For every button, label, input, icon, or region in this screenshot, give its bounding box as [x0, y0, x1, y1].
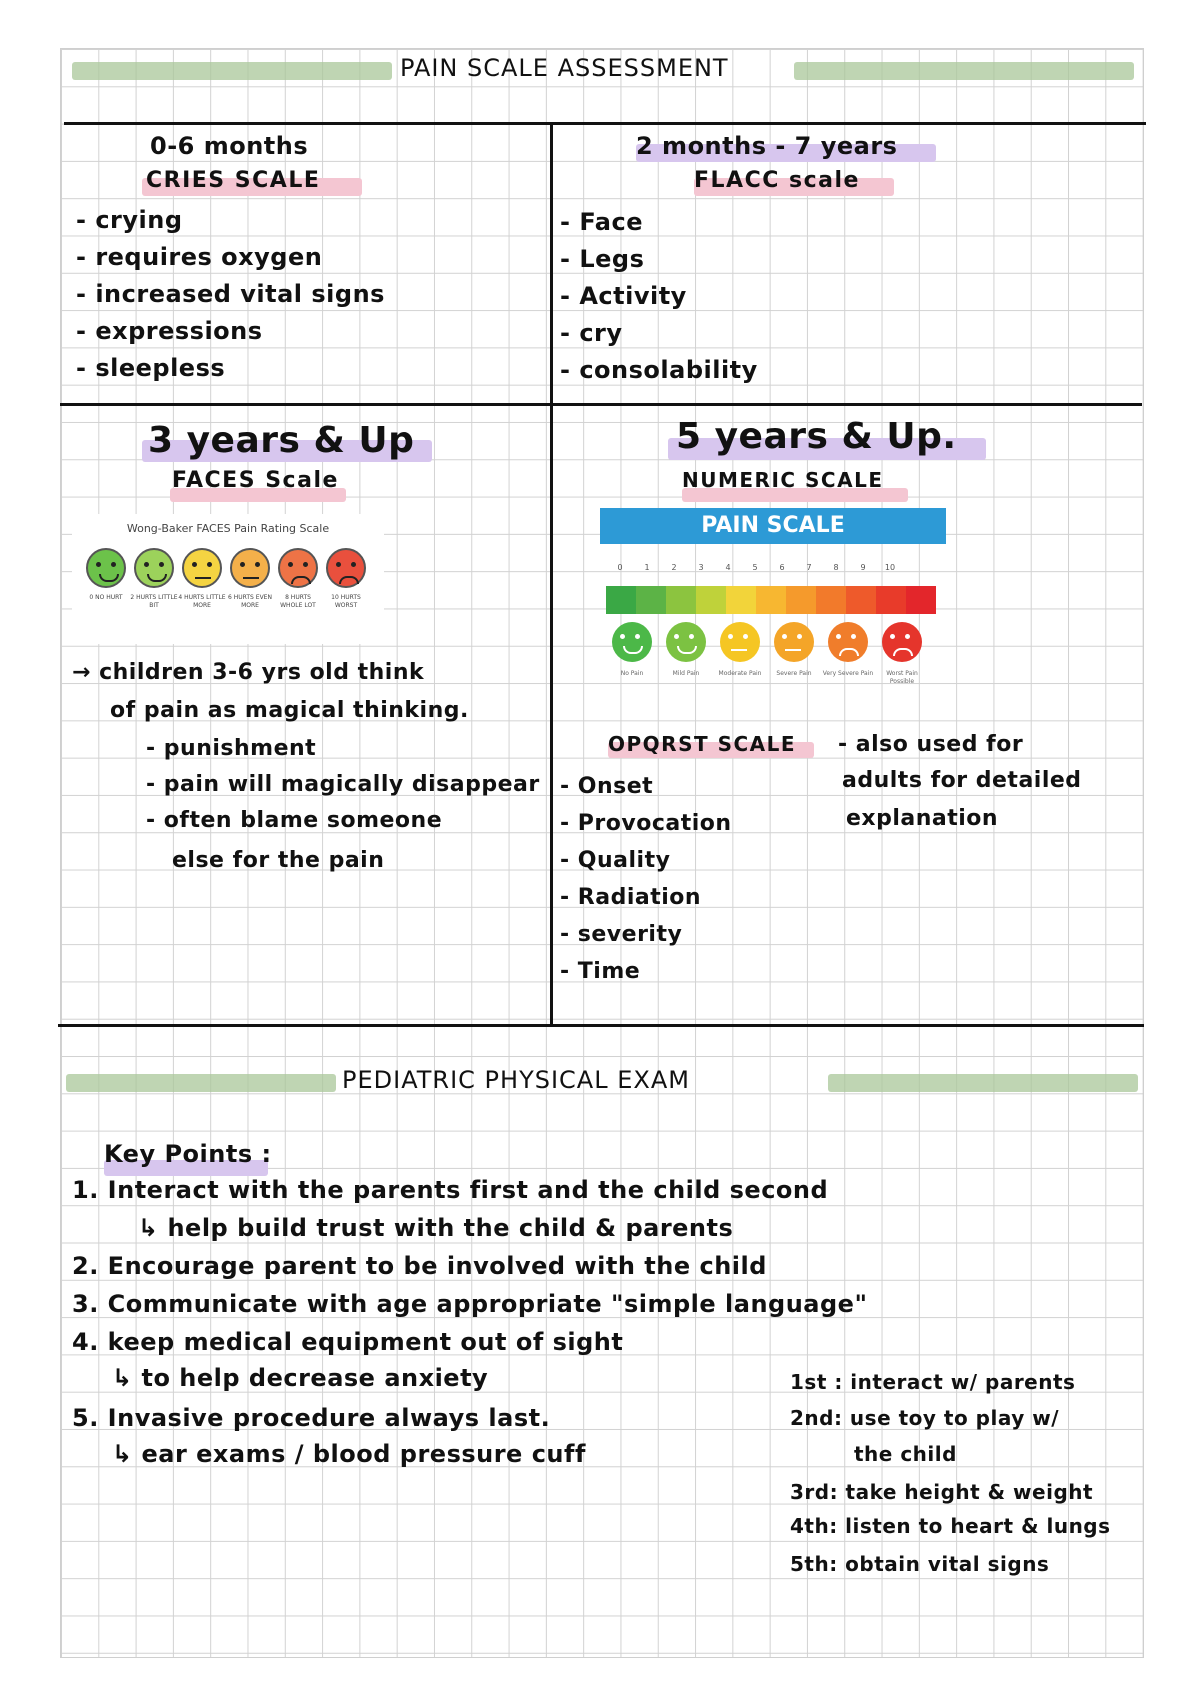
- pain-face-icon: [774, 622, 814, 662]
- face-icon: [182, 548, 222, 588]
- list-item: - cry: [560, 319, 623, 347]
- exam-order-item: 3rd: take height & weight: [790, 1480, 1094, 1504]
- scale-number: 6: [779, 563, 785, 572]
- list-item: - expressions: [76, 317, 263, 345]
- pain-face-icon: [720, 622, 760, 662]
- exam-point-sub: ↳ help build trust with the child & parents: [138, 1214, 734, 1242]
- face-icon: [230, 548, 270, 588]
- numeric-age: 5 years & Up.: [676, 416, 957, 457]
- faces-sub-item: - punishment: [146, 736, 317, 761]
- exam-order-item: 5th: obtain vital signs: [790, 1552, 1050, 1576]
- list-item: - Quality: [560, 848, 671, 873]
- exam-order-item: 4th: listen to heart & lungs: [790, 1514, 1111, 1538]
- scale-number: 0: [617, 563, 623, 572]
- scale-bar-segment: [846, 586, 876, 614]
- scale-bar-segment: [816, 586, 846, 614]
- scale-bar-segment: [696, 586, 726, 614]
- pain-face-icon: [882, 622, 922, 662]
- rule-vertical: [550, 124, 553, 1024]
- exam-title: PEDIATRIC PHYSICAL EXAM: [342, 1066, 690, 1094]
- numeric-scale-name: NUMERIC SCALE: [682, 468, 884, 492]
- face-icon: [86, 548, 126, 588]
- pain-face-label: Moderate Pain: [718, 670, 762, 677]
- scale-number: 9: [860, 563, 866, 572]
- scale-number: 7: [806, 563, 812, 572]
- exam-point: 5. Invasive procedure always last.: [72, 1404, 551, 1432]
- scale-bar-segment: [666, 586, 696, 614]
- flacc-list: [560, 204, 758, 389]
- rule-bottom: [58, 1024, 1144, 1027]
- pain-face-icon: [612, 622, 652, 662]
- scale-number: 3: [698, 563, 704, 572]
- face-label: 0 NO HURT: [89, 594, 123, 601]
- key-points-label: Key Points :: [104, 1140, 272, 1168]
- rule-top: [64, 122, 1146, 125]
- flacc-scale-name: FLACC scale: [694, 168, 860, 193]
- opqrst-note-line1: - also used for: [838, 732, 1024, 757]
- scale-bar-segment: [726, 586, 756, 614]
- face-label: 10 HURTS WORST: [331, 594, 361, 609]
- title-highlight-left: [72, 62, 392, 80]
- scale-number: 8: [833, 563, 839, 572]
- faces-sub-item: - often blame someone: [146, 808, 443, 833]
- list-item: - requires oxygen: [76, 243, 323, 271]
- face-label: 2 HURTS LITTLE BIT: [130, 594, 178, 609]
- exam-point: 3. Communicate with age appropriate "simple language": [72, 1290, 868, 1318]
- pain-face-label: Severe Pain: [776, 670, 812, 677]
- faces-image-title: Wong-Baker FACES Pain Rating Scale: [126, 522, 330, 535]
- scale-number: 1: [644, 563, 650, 572]
- face-icon: [278, 548, 318, 588]
- scale-number: 10: [884, 563, 896, 572]
- opqrst-note-line2: adults for detailed: [842, 768, 1082, 793]
- face-icon: [326, 548, 366, 588]
- wong-baker-faces-image: [72, 514, 384, 644]
- faces-sub-item: else for the pain: [172, 848, 385, 873]
- pain-face-label: Worst Pain Possible: [886, 670, 918, 685]
- face-label: 6 HURTS EVEN MORE: [228, 594, 272, 609]
- exam-highlight-left: [66, 1074, 336, 1092]
- title-highlight-right: [794, 62, 1134, 80]
- cries-age: 0-6 months: [150, 132, 309, 160]
- scale-bar-segment: [786, 586, 816, 614]
- exam-order-item: 2nd: use toy to play w/: [790, 1406, 1059, 1430]
- pain-face-label: Mild Pain: [672, 670, 700, 677]
- list-item: - Radiation: [560, 885, 702, 910]
- scale-number: 5: [752, 563, 758, 572]
- pain-face-label: No Pain: [620, 670, 644, 677]
- scale-bar-segment: [606, 586, 636, 614]
- exam-order-item: 1st : interact w/ parents: [790, 1370, 1076, 1394]
- cries-scale-name: CRIES SCALE: [146, 168, 321, 193]
- scale-number: 2: [671, 563, 677, 572]
- exam-point: 4. keep medical equipment out of sight: [72, 1328, 624, 1356]
- pain-face-icon: [828, 622, 868, 662]
- list-item: - increased vital signs: [76, 280, 385, 308]
- list-item: - Activity: [560, 282, 687, 310]
- exam-point-sub: ↳ to help decrease anxiety: [112, 1364, 489, 1392]
- face-label: 4 HURTS LITTLE MORE: [178, 594, 226, 609]
- exam-highlight-right: [828, 1074, 1138, 1092]
- exam-point: 1. Interact with the parents first and the child second: [72, 1176, 829, 1204]
- scale-number: 4: [725, 563, 731, 572]
- face-label: 8 HURTS WHOLE LOT: [280, 594, 316, 609]
- opqrst-note-line3: explanation: [846, 806, 999, 831]
- faces-age: 3 years & Up: [148, 420, 415, 461]
- rule-middle: [60, 403, 1142, 406]
- scale-bar-segment: [876, 586, 906, 614]
- list-item: - sleepless: [76, 354, 226, 382]
- scale-bar-segment: [906, 586, 936, 614]
- list-item: - Time: [560, 959, 641, 984]
- pain-face-icon: [666, 622, 706, 662]
- flacc-age: 2 months - 7 years: [636, 132, 898, 160]
- list-item: - severity: [560, 922, 683, 947]
- scale-bar-segment: [636, 586, 666, 614]
- list-item: - consolability: [560, 356, 758, 384]
- faces-note-line1: → children 3-6 yrs old think: [72, 660, 425, 685]
- exam-point-sub: ↳ ear exams / blood pressure cuff: [112, 1440, 586, 1468]
- list-item: - Legs: [560, 245, 645, 273]
- pain-face-label: Very Severe Pain: [822, 670, 874, 677]
- pain-scale-image-title: PAIN SCALE: [600, 508, 946, 544]
- list-item: - Face: [560, 208, 644, 236]
- list-item: - Provocation: [560, 811, 732, 836]
- faces-scale-name: FACES Scale: [172, 468, 339, 493]
- faces-sub-item: - pain will magically disappear: [146, 772, 540, 797]
- faces-note-line2: of pain as magical thinking.: [110, 698, 469, 723]
- exam-point: 2. Encourage parent to be involved with the child: [72, 1252, 767, 1280]
- face-icon: [134, 548, 174, 588]
- list-item: - Onset: [560, 774, 654, 799]
- cries-list: [76, 202, 385, 387]
- exam-order-item: the child: [854, 1442, 957, 1466]
- scale-bar-segment: [756, 586, 786, 614]
- page-title: PAIN SCALE ASSESSMENT: [400, 54, 729, 82]
- opqrst-scale-name: OPQRST SCALE: [608, 732, 797, 756]
- list-item: - crying: [76, 206, 183, 234]
- opqrst-list: [560, 768, 732, 990]
